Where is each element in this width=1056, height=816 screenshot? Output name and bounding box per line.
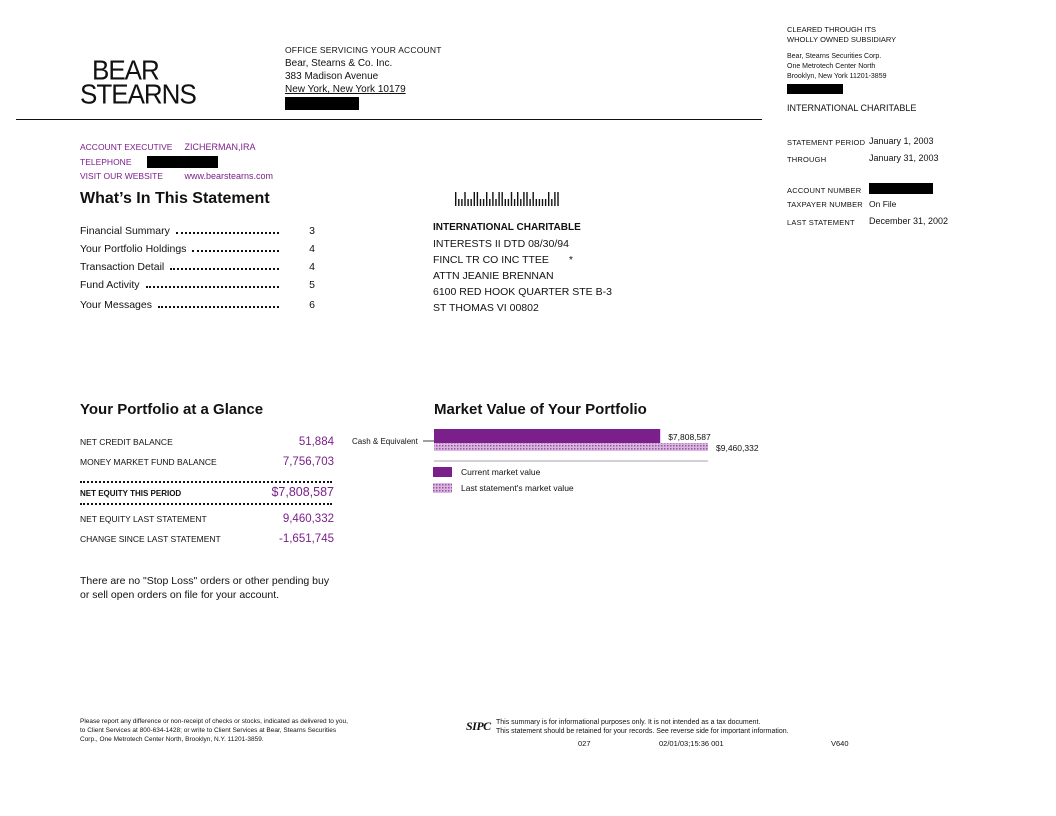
net-equity-value: $7,808,587 [271,485,334,499]
net-credit-row [80,436,334,448]
ae-label: ACCOUNT EXECUTIVE [80,142,173,152]
barcode-bar [474,192,475,206]
period-value: January 1, 2003 [869,136,934,146]
toc-dots [170,268,279,270]
barcode-bar [489,199,490,206]
office-block [285,44,442,114]
footer-code-2: 02/01/03;15:36 001 [659,739,724,748]
redacted-block [787,84,843,94]
barcode-bar [464,192,465,206]
last-equity-row [80,513,334,525]
footer-line-1: Please report any difference or non-receipt of checks or stocks, indicated as delivered to you, [80,718,348,725]
address-line-4: ATTN JEANIE BRENNAN [433,270,554,282]
mmf-row [80,456,334,468]
toc-label: Financial Summary [80,225,170,237]
mmf-value: 7,756,703 [282,456,334,468]
barcode-bar [486,192,487,206]
legend-current: Current market value [461,467,541,477]
period-label: STATEMENT PERIOD [787,138,866,147]
bear-stearns-logo [80,54,196,110]
barcode-bar [520,199,521,206]
redacted-telephone [147,156,218,168]
taxpayer-value: On File [869,199,897,209]
notice-line-1: This summary is for informational purposes only. It is not intended as a tax document. [496,719,761,726]
orders-note-line-2: or sell open orders on file for your account. [80,589,280,601]
bar-current [434,429,660,443]
account-number-label: ACCOUNT NUMBER [787,186,862,195]
barcode-bar [477,192,478,206]
office-heading: OFFICE SERVICING YOUR ACCOUNT [285,45,442,55]
glance-title: Your Portfolio at a Glance [80,401,264,418]
category-label: Cash & Equivalent [352,437,418,446]
toc-page: 4 [309,261,315,273]
net-equity-row [80,485,334,499]
dotted-divider [80,481,332,483]
address-line-2: INTERESTS II DTD 08/30/94 [433,238,569,250]
footer-disclaimer [80,717,348,744]
last-equity-value: 9,460,332 [282,513,334,525]
barcode-bar [536,199,537,206]
postal-barcode [455,191,561,207]
barcode-bar [483,199,484,206]
market-value-chart [340,424,780,504]
barcode-bar [492,192,493,206]
barcode-bar [495,199,496,206]
cleared-account-name: INTERNATIONAL CHARITABLE [787,103,917,113]
toc-page: 6 [309,299,315,311]
barcode-bar [480,199,481,206]
footer-line-3: Corp., One Metrotech Center North, Brooklyn, N.Y. 11201-3859. [80,736,264,743]
taxpayer-label: TAXPAYER NUMBER [787,200,863,209]
change-label: CHANGE SINCE LAST STATEMENT [80,534,221,544]
net-credit-value: 51,884 [298,436,334,448]
barcode-bar [526,192,527,206]
address-line-5: 6100 RED HOOK QUARTER STE B-3 [433,286,612,298]
barcode-bar [533,192,534,206]
dotted-divider [80,503,332,505]
account-exec-block [80,140,273,184]
barcode-bar [554,192,555,206]
net-equity-label: NET EQUITY THIS PERIOD [80,489,182,498]
bar-current-label: $7,808,587 [668,432,711,442]
barcode-bar [455,192,456,206]
barcode-bar [508,199,509,206]
address-star: * [568,254,573,266]
address-line-1: INTERNATIONAL CHARITABLE [433,222,581,233]
barcode-bar [458,199,459,206]
footer-code-3: V640 [831,739,849,748]
barcode-bar [511,192,512,206]
toc-dots [176,232,279,234]
toc-label: Transaction Detail [80,261,165,273]
footer-code-1: 027 [578,739,591,748]
toc-row[interactable] [80,299,315,311]
barcode-bar [542,199,543,206]
website-link[interactable]: www.bearstearns.com [184,171,274,181]
barcode-bar [523,192,524,206]
barcode-bar [557,192,558,206]
toc-label: Your Portfolio Holdings [80,243,187,255]
barcode-bar [514,199,515,206]
barcode-bar [517,192,518,206]
cleared-street: One Metrotech Center North [787,63,876,70]
toc-page: 4 [309,243,315,255]
footer-line-2: to Client Services at 800-634-1428; or write to Client Services at Bear, Stearns Securities [80,727,337,734]
barcode-bar [471,199,472,206]
legend-swatch-current [433,467,452,477]
legend-swatch-last [433,483,452,493]
logo-line-2: STEARNS [80,78,196,110]
bar-last-label: $9,460,332 [716,443,759,453]
sipc-logo: SIPC [466,719,491,733]
barcode-bar [548,192,549,206]
through-value: January 31, 2003 [869,153,939,163]
orders-note-line-1: There are no "Stop Loss" orders or other pending buy [80,575,330,587]
legend-last: Last statement's market value [461,483,574,493]
footer-notice [496,718,789,736]
change-row [80,533,334,545]
cleared-line-2: WHOLLY OWNED SUBSIDIARY [787,35,897,44]
barcode-bar [461,199,462,206]
toc-row[interactable] [80,261,315,273]
toc-page: 3 [309,225,315,237]
toc-dots [158,306,279,308]
redacted-block [285,97,359,110]
toc-dots [146,286,279,288]
last-equity-label: NET EQUITY LAST STATEMENT [80,514,207,524]
toc-label: Your Messages [80,299,152,311]
orders-note [80,574,329,602]
clearing-block [787,25,916,113]
cleared-corp: Bear, Stearns Securities Corp. [787,53,882,60]
chart-title: Market Value of Your Portfolio [434,401,647,418]
change-value: -1,651,745 [279,533,334,545]
barcode-bar [529,199,530,206]
toc-title: What’s In This Statement [80,190,270,207]
telephone-label: TELEPHONE [80,156,132,167]
barcode-bar [498,192,499,206]
net-credit-label: NET CREDIT BALANCE [80,437,173,447]
toc-row[interactable] [80,225,315,237]
redacted-account-number [869,183,933,194]
toc-row[interactable] [80,279,315,291]
logo-line-1: BEAR [92,54,159,86]
mmf-label: MONEY MARKET FUND BALANCE [80,457,217,467]
notice-line-2: This statement should be retained for your records. See reverse side for important information. [496,728,789,735]
bar-last-statement [434,443,708,451]
barcode-bar [467,199,468,206]
barcode-bar [539,199,540,206]
barcode-bar [551,199,552,206]
cleared-line-1: CLEARED THROUGH ITS [787,25,877,34]
mailing-address [433,220,612,316]
website-label: VISIT OUR WEBSITE [80,171,163,181]
barcode-bar [505,199,506,206]
toc-page: 5 [309,279,315,291]
office-city: New York, New York 10179 [285,84,406,95]
toc-dots [192,250,279,252]
header-rule [16,119,762,120]
last-statement-value: December 31, 2002 [869,216,949,226]
office-name: Bear, Stearns & Co. Inc. [285,58,393,69]
barcode-bar [545,199,546,206]
last-statement-label: LAST STATEMENT [787,218,855,227]
barcode-bar [502,192,503,206]
office-street: 383 Madison Avenue [285,71,379,82]
ae-value: ZICHERMAN,IRA [184,142,256,152]
cleared-city: Brooklyn, New York 11201-3859 [787,73,887,80]
address-line-6: ST THOMAS VI 00802 [433,302,539,314]
address-line-3: FINCL TR CO INC TTEE [433,254,549,266]
toc-row[interactable] [80,243,315,255]
toc-label: Fund Activity [80,279,140,291]
through-label: THROUGH [787,155,827,164]
